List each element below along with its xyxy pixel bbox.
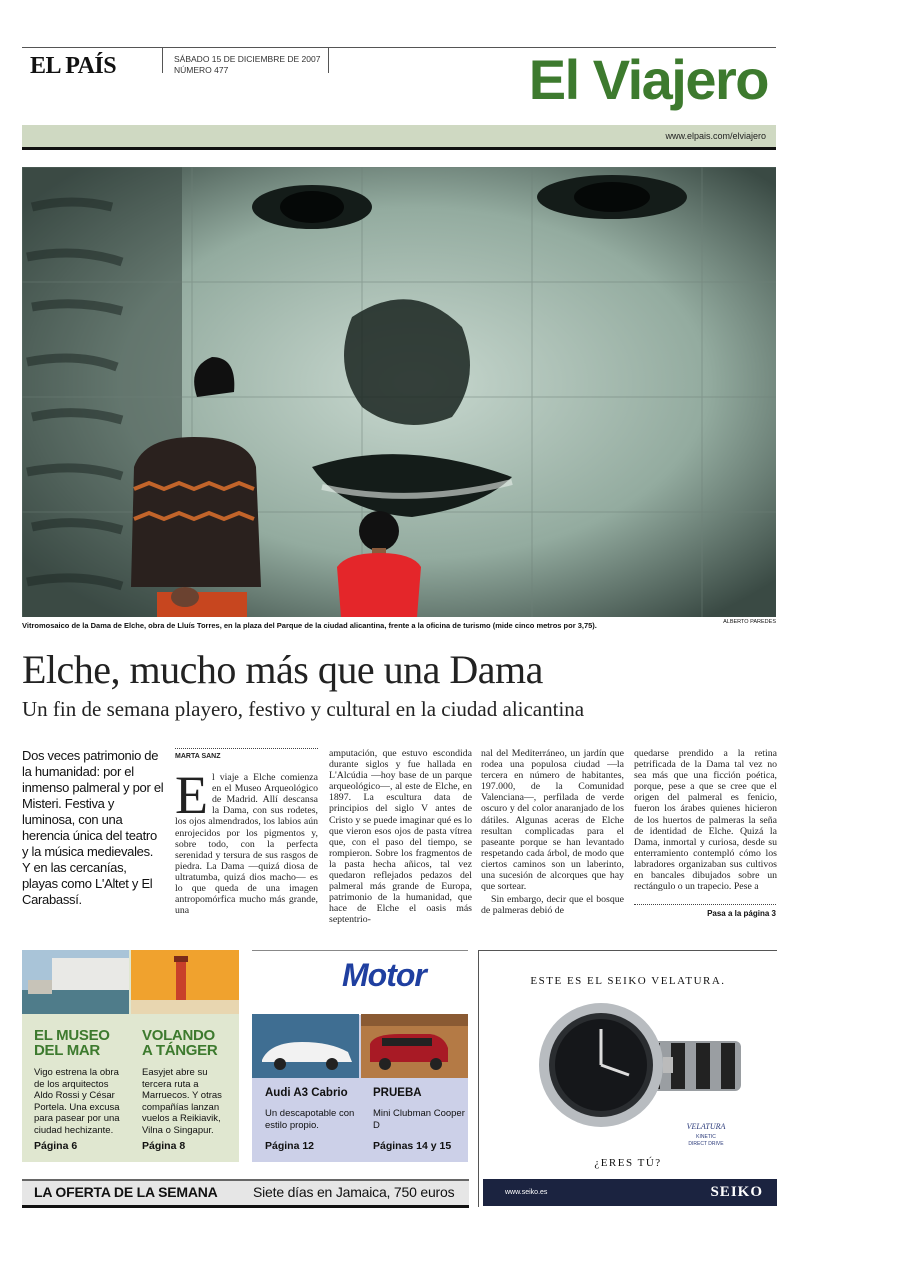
motor-item-page[interactable]: Páginas 14 y 15	[373, 1140, 452, 1152]
museo-del-mar-thumbnail[interactable]	[22, 950, 129, 1014]
ad-footer	[483, 1179, 777, 1206]
issue-date: SÁBADO 15 DE DICIEMBRE DE 2007	[174, 54, 321, 64]
byline: MARTA SANZ	[175, 748, 318, 762]
tangier-image-icon	[131, 950, 239, 1014]
column-text: quedarse prendido a la retina petrificada de la Dama tal vez no sea más que una ficción poética, porque, pese a que se cree que el origen del palmeral es fenicio, fueron los árabes quienes hicieron de los huertos de palmeras la seña de identidad de Elche. Quizá la Dama, inmortal y curiosa, desde su enterramiento contempló cómo los labradores organizaban sus cultivos en bancales dibujados sobre un rectángulo o un trapecio. Pese a	[634, 748, 777, 893]
column-text: l viaje a Elche comienza en el Museo Arqueológico de Madrid. Allí descansa la Dama, con sus rodetes, los ojos almendrados, los labios aún enrojecidos por los pigmentos y, sobre todo, con la perfecta serenidad y tersura de sus rasgos de piedra. La Dama —quizá diosa de ultratumba, quizá dios macho— es lo que queda de una imagen antropomórfica mucho más grande, una	[175, 772, 318, 917]
watch-icon	[531, 1001, 741, 1151]
cars-image-icon	[252, 1014, 468, 1078]
url-bar	[22, 125, 776, 150]
drop-cap: E	[175, 765, 208, 826]
tanger-thumbnail[interactable]	[131, 950, 239, 1014]
divider	[328, 47, 329, 73]
promo-text: Vigo estrena la obra de los arquitectos Aldo Rossi y César Portela. Una excusa para pasear por una ciudad hechizante.	[34, 1067, 120, 1136]
section-title: El Viajero	[528, 48, 768, 111]
article-subhead: Un fin de semana playero, festivo y cultural en la ciudad alicantina	[22, 697, 585, 721]
article-column-4	[634, 748, 777, 892]
issue-number: NÚMERO 477	[174, 65, 229, 75]
photo-credit: ALBERTO PAREDES	[723, 619, 776, 625]
motor-item-head[interactable]: Audi A3 Cabrio	[265, 1087, 348, 1099]
offer-text: Siete días en Jamaica, 750 euros	[253, 1184, 455, 1200]
offer-label: LA OFERTA DE LA SEMANA	[34, 1184, 218, 1200]
ad-brand-logo: SEIKO	[710, 1184, 763, 1200]
svg-text:KINETIC: KINETIC	[696, 1134, 716, 1140]
svg-text:VELATURA: VELATURA	[686, 1122, 726, 1131]
weekly-offer-bar[interactable]	[22, 1179, 469, 1208]
dama-mosaic-photo	[22, 167, 776, 617]
ad-url[interactable]: www.seiko.es	[505, 1189, 548, 1196]
promo-box	[22, 950, 239, 1162]
article-lede: Dos veces patrimonio de la humanidad: por el inmenso palmeral y por el Misteri. Festiva y luminosa, con una herencia única del teatro y la música medievales. Y en las cercanías, playas como L'Altet y El Carabassí.	[22, 748, 164, 907]
article-headline[interactable]: Elche, mucho más que una Dama	[22, 647, 543, 692]
column-text: amputación, que estuvo escondida durante siglos y fue hallada en L'Alcúdia —hoy base de un parque arqueológico—, al este de Elche, en 1897. La escultura data de principios del siglo V antes de Cristo y se puede imaginar qué es lo que vieron esos ojos de pasta vítrea que, con el paso del tiempo, se rompieron. Sobre los fragmentos de la pasta hecha añicos, tal vez quedaron reflejados pedazos del palmeral más grande de Europa, patrimonio de la humanidad, que hace de Elche el oasis más septentrio-	[329, 748, 472, 926]
motor-title[interactable]: Motor	[342, 957, 426, 993]
section-url[interactable]: www.elpais.com/elviajero	[665, 131, 766, 141]
continues-link[interactable]: Pasa a la página 3	[634, 904, 776, 918]
seiko-ad[interactable]	[478, 950, 777, 1207]
svg-text:DIRECT DRIVE: DIRECT DRIVE	[688, 1141, 724, 1147]
masthead	[22, 47, 776, 122]
promo-title[interactable]: VOLANDO A TÁNGER	[142, 1027, 218, 1059]
motor-item-text: Un descapotable con estilo propio.	[265, 1108, 355, 1131]
article-column-3	[481, 748, 624, 916]
newspaper-logo[interactable]: EL PAÍS	[30, 53, 117, 79]
divider	[162, 47, 163, 73]
ad-question: ¿ERES TÚ?	[594, 1157, 662, 1169]
column-text: nal del Mediterráneo, un jardín que rodea una populosa ciudad —la tercera en número de habitantes, 197.000, de la Comunidad Valenciana—, perfilada de verde oscuro y del color anaranjado de los dátiles. Algunas aceras de Elche resultan complicadas para el paseante porque se han levantado respetando cada árbol, de modo que ciertos caminos son un laberinto, una sucesión de alcorques que hay que sortear.	[481, 748, 624, 893]
motor-box	[252, 950, 468, 1162]
promo-page[interactable]: Página 8	[142, 1140, 186, 1152]
article-column-2	[329, 748, 472, 926]
ad-headline: ESTE ES EL SEIKO VELATURA.	[530, 975, 726, 987]
promo-text: Easyjet abre su tercera ruta a Marruecos. Y otras compañías lanzan vuelos a Reikiavik, Vilna o Singapur.	[142, 1067, 222, 1136]
promo-title[interactable]: EL MUSEO DEL MAR	[34, 1027, 110, 1059]
article-column-1	[175, 748, 318, 916]
lead-photo	[22, 167, 776, 617]
motor-item-page[interactable]: Página 12	[265, 1140, 315, 1152]
issue-info	[174, 54, 320, 76]
promo-page[interactable]: Página 6	[34, 1140, 78, 1152]
motor-item-head[interactable]: PRUEBA	[373, 1087, 422, 1099]
motor-header	[252, 950, 468, 1015]
photo-caption: Vitromosaico de la Dama de Elche, obra de Lluís Torres, en la plaza del Parque de la ciudad alicantina, frente a la oficina de turismo (mide cinco metros por 3,75).	[22, 621, 597, 630]
harbor-image-icon	[22, 950, 129, 1014]
motor-item-text: Mini Clubman Cooper D	[373, 1108, 465, 1131]
column-text: Sin embargo, decir que el bosque de palmeras debió de	[481, 894, 624, 917]
